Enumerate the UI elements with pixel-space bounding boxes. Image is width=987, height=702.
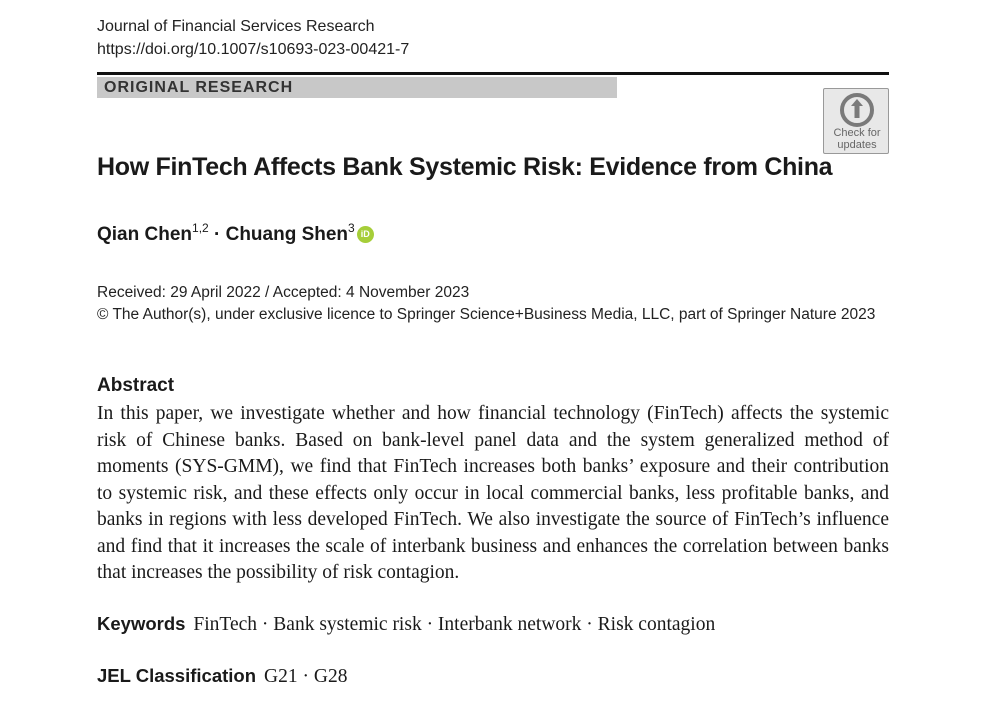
jel-row <box>97 663 347 690</box>
author-affiliation: 3 <box>348 221 355 235</box>
article-title: How FinTech Affects Bank Systemic Risk: Evidence from China <box>97 153 833 181</box>
header-rule <box>97 72 889 75</box>
received-accepted-dates: Received: 29 April 2022 / Accepted: 4 November 2023 <box>97 284 470 301</box>
author-separator: · <box>208 224 226 245</box>
jel-label: JEL Classification <box>97 665 257 686</box>
copyright-notice: © The Author(s), under exclusive licence to Springer Science+Business Media, LLC, part of Springer Nature 2023 <box>97 306 876 323</box>
keywords-row <box>97 611 715 638</box>
check-for-updates-icon <box>839 93 875 127</box>
journal-name: Journal of Financial Services Research <box>97 18 375 35</box>
doi-link[interactable]: https://doi.org/10.1007/s10693-023-00421-7 <box>97 41 410 58</box>
section-label: ORIGINAL RESEARCH <box>104 79 294 96</box>
jel-value: G21 · G28 <box>264 666 348 687</box>
author-name[interactable]: Chuang Shen <box>225 224 349 245</box>
check-for-updates-text: Check for updates <box>833 127 881 151</box>
author-list <box>97 223 374 247</box>
author-name[interactable]: Qian Chen <box>97 224 193 245</box>
abstract-heading: Abstract <box>97 375 175 396</box>
check-for-updates-badge[interactable] <box>823 88 889 154</box>
abstract-text: In this paper, we investigate whether and how financial technology (FinTech) affects the systemic risk of Chinese banks. Based on bank-level panel data and the system generalized method of moments (SYS-GMM), we find that FinTech increases both banks’ exposure and their contribution to systemic risk, and these effects only occur in local commercial banks, less profitable banks, and banks in regions with less developed FinTech. We also investigate the source of FinTech’s influence and find that it increases the scale of interbank business and enhances the correlation between banks that increases the possibility of risk contagion. <box>97 403 889 583</box>
keywords-label: Keywords <box>97 613 186 634</box>
author-affiliation: 1,2 <box>192 221 209 235</box>
keywords-value: FinTech · Bank systemic risk · Interbank network · Risk contagion <box>193 614 716 635</box>
orcid-icon[interactable]: iD <box>357 226 374 243</box>
